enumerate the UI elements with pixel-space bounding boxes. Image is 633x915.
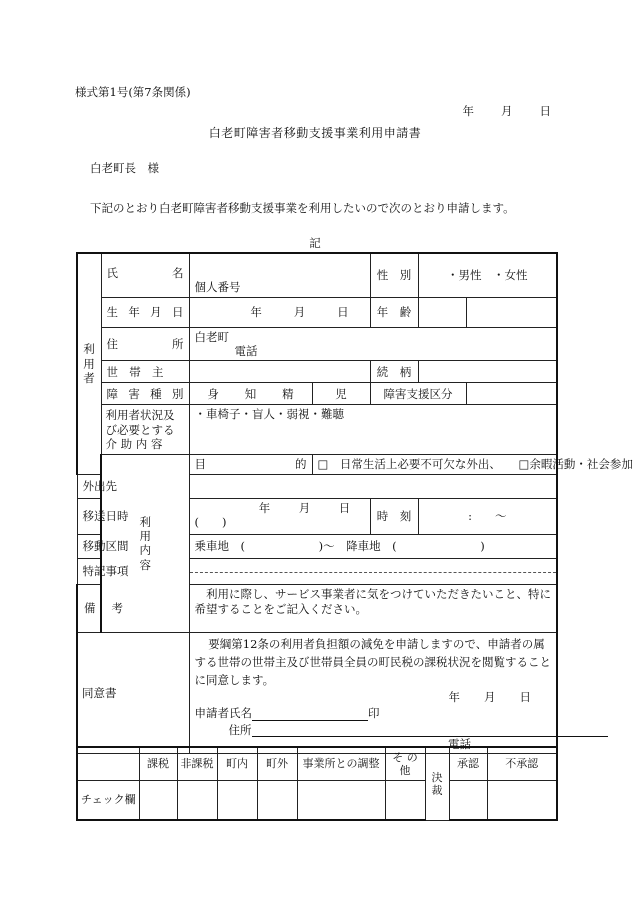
- check-row-label: チェック欄: [77, 780, 139, 820]
- alighting-label: )〜 降車地 (: [318, 538, 397, 553]
- check-cell-in-town[interactable]: [217, 780, 257, 820]
- address-field[interactable]: [189, 327, 557, 361]
- consent-address-field[interactable]: [252, 724, 608, 737]
- special-notes-label: 特 記 事 項: [77, 558, 101, 584]
- page-title: 白老町障害者移動支援事業利用申請書: [208, 126, 422, 140]
- purpose-checkbox-daily[interactable]: □ 日常生活上必要不可欠な外出、: [317, 457, 501, 472]
- approve-cell[interactable]: [449, 780, 487, 820]
- special-notes-field[interactable]: [189, 558, 557, 584]
- householder-label: 世 帯 主: [101, 361, 189, 383]
- check-header-coordination: 事業所との調整: [297, 747, 385, 780]
- consent-text: 要綱第12条の利用者負担額の減免を申請しますので、申請者の属する世帯の世帯主及び世帯員全員の町民税の課税状況を閲覧することに同意します。: [194, 636, 551, 688]
- check-cell-nontaxed[interactable]: [177, 780, 217, 820]
- approve-label: 承認: [449, 747, 487, 780]
- birth-date-field[interactable]: 年 月 日: [189, 297, 370, 327]
- address-phone-label: 電話: [234, 343, 258, 358]
- purpose-label: 目 的: [189, 455, 312, 474]
- sex-label: 性 別: [370, 253, 418, 297]
- route-close: ): [480, 538, 485, 553]
- relation-label: 続 柄: [370, 361, 418, 383]
- disability-type-label: 障 害 種 別: [101, 383, 189, 405]
- status-options[interactable]: ・車椅子・盲人・弱視・難聴: [189, 405, 557, 455]
- reject-cell[interactable]: [487, 780, 557, 820]
- applicant-name-field[interactable]: [252, 708, 368, 721]
- consent-phone-label: 電話: [448, 736, 472, 751]
- age-label: 年 齢: [370, 297, 418, 327]
- purpose-options[interactable]: [312, 455, 633, 474]
- town-name: 白老町: [194, 329, 229, 344]
- support-category-field[interactable]: [466, 383, 557, 405]
- check-cell-coordination[interactable]: [297, 780, 385, 820]
- disability-type-option-child[interactable]: 児: [312, 383, 370, 405]
- applicant-name-label: 申請者氏名: [194, 706, 252, 721]
- purpose-checkbox-leisure[interactable]: □余暇活動・社会参加: [518, 457, 633, 472]
- check-cell-other[interactable]: [385, 780, 425, 820]
- check-table: [76, 746, 558, 821]
- remarks-field[interactable]: [189, 584, 557, 632]
- application-table: [76, 252, 633, 754]
- birth-label: 生 年 月 日: [101, 297, 189, 327]
- check-header-in-town: 町内: [217, 747, 257, 780]
- name-field[interactable]: [189, 253, 370, 297]
- check-header-other: そ の 他: [385, 747, 425, 780]
- address-label: 住 所: [101, 327, 189, 361]
- intro-text: 下記のとおり白老町障害者移動支援事業を利用したいので次のとおり申請します。: [90, 201, 515, 215]
- remarks-text: 利用に際し、サービス事業者に気をつけていただきたいこと、特に希望することをご記入ください。: [194, 586, 551, 617]
- remarks-label: 備 考: [77, 584, 189, 632]
- check-cell-taxed[interactable]: [139, 780, 177, 820]
- reject-label: 不承認: [487, 747, 557, 780]
- relation-field[interactable]: [418, 361, 557, 383]
- header-date: 年 月 日: [462, 104, 552, 118]
- individual-number-label: 個人番号: [194, 280, 241, 295]
- ki-mark: 記: [309, 236, 321, 250]
- consent-label: 同意書: [77, 632, 189, 754]
- status-label: 利用者状況及 び必要とする 介 助 内 容: [101, 405, 189, 455]
- usage-section-label: 利 用 内 容: [101, 455, 189, 632]
- transport-date-label: 移 送 日 時: [77, 498, 101, 534]
- decision-label: 決裁: [425, 747, 449, 820]
- time-field[interactable]: : 〜: [418, 498, 557, 534]
- disability-type-options-a[interactable]: 身 知 精: [189, 383, 312, 405]
- consent-date[interactable]: 年 月 日: [448, 689, 532, 704]
- support-category-label: 障害支援区分: [370, 383, 466, 405]
- check-cell-out-town[interactable]: [257, 780, 297, 820]
- applicant-section-label: 利 用 者: [77, 253, 101, 474]
- destination-field[interactable]: [189, 474, 557, 498]
- seal-mark: 印: [368, 706, 380, 721]
- route-field[interactable]: [189, 534, 557, 558]
- sex-options[interactable]: ・男性 ・女性: [418, 253, 557, 297]
- destination-label: 外 出 先: [77, 474, 101, 498]
- boarding-label: 乗車地 (: [194, 538, 245, 553]
- check-header-blank: [77, 747, 139, 780]
- check-header-taxed: 課税: [139, 747, 177, 780]
- check-header-nontaxed: 非課税: [177, 747, 217, 780]
- age-extra-field: [466, 297, 557, 327]
- check-header-out-town: 町外: [257, 747, 297, 780]
- householder-field[interactable]: [189, 361, 370, 383]
- consent-block: [189, 632, 557, 754]
- name-label: 氏 名: [101, 253, 189, 297]
- addressee: 白老町長 様: [90, 161, 159, 175]
- form-number: 様式第1号(第7条関係): [75, 85, 191, 99]
- consent-address-label: 住所: [228, 722, 252, 737]
- age-field[interactable]: [418, 297, 466, 327]
- time-label: 時 刻: [370, 498, 418, 534]
- route-label: 移 動 区 間: [77, 534, 101, 558]
- transport-date-field[interactable]: 年 月 日 ( ): [189, 498, 370, 534]
